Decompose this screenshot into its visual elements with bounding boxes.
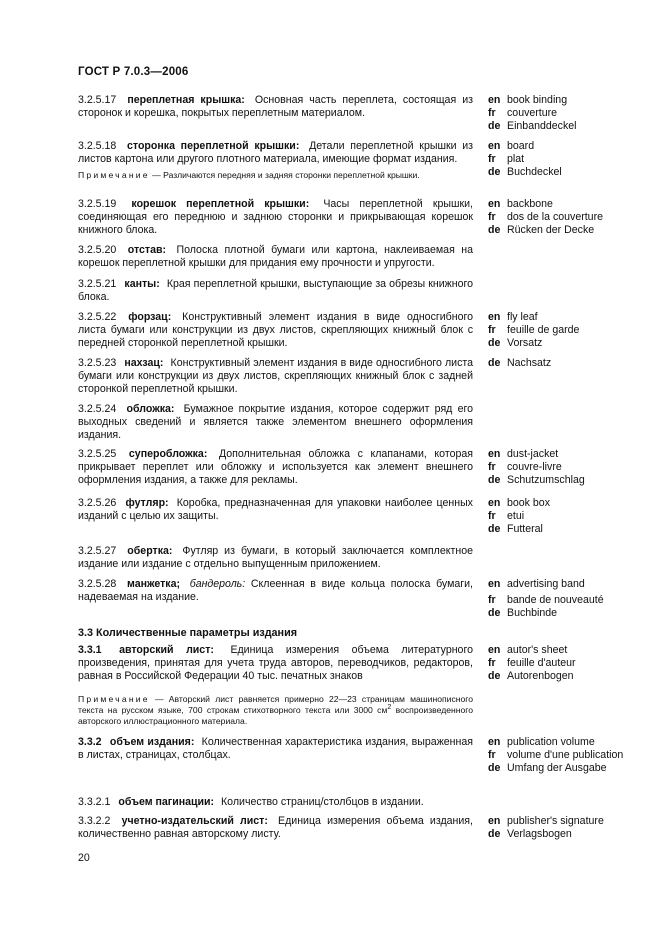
note-superscript: 2 bbox=[387, 704, 392, 712]
entry-term: переплетная крышка: bbox=[127, 94, 245, 106]
translation-row bbox=[488, 357, 628, 370]
translation-row bbox=[488, 311, 628, 324]
translation-term: publisher's signature bbox=[507, 815, 604, 827]
translation-term: fly leaf bbox=[507, 311, 538, 323]
entry-number: 3.2.5.24 bbox=[78, 403, 117, 415]
lang-code: en bbox=[488, 815, 501, 827]
entry-definition: Количественная характеристика издания, выраженная в листах, страницах, столбцах. bbox=[78, 736, 473, 762]
entry-definition: Детали переплетной крышки из листов картона или другого плотного материала, имеющие формат издания. bbox=[78, 140, 473, 166]
lang-code: en bbox=[488, 644, 501, 656]
entry-term: манжетка; bbox=[127, 578, 181, 590]
note-label: Примечание bbox=[78, 170, 150, 180]
translation-row bbox=[488, 828, 628, 841]
entry-definition: Количество страниц/столбцов в издании. bbox=[221, 796, 424, 808]
translation-term: board bbox=[507, 140, 535, 152]
entry-definition: Единица измерения объема издания, количественно равная авторскому листу. bbox=[78, 815, 473, 841]
translation-term: book binding bbox=[507, 94, 568, 106]
translation-row bbox=[488, 324, 628, 337]
translation-row bbox=[488, 749, 628, 762]
lang-code: en bbox=[488, 140, 501, 152]
note-text-continued: воспроизведенного авторского иллюстрационного материала. bbox=[78, 705, 473, 726]
entry-term: форзац: bbox=[128, 311, 172, 323]
translation-block bbox=[488, 736, 628, 776]
entry-number: 3.2.5.22 bbox=[78, 311, 117, 323]
term-entry bbox=[78, 644, 473, 684]
lang-code: fr bbox=[488, 211, 496, 224]
lang-code: en bbox=[488, 578, 501, 590]
entry-definition: Края переплетной крышки, выступающие за обрезы книжного блока. bbox=[78, 278, 473, 304]
translation-row bbox=[488, 510, 628, 523]
entry-number: 3.2.5.21 bbox=[78, 278, 117, 290]
translation-term: autor's sheet bbox=[507, 644, 568, 656]
lang-code: fr bbox=[488, 657, 496, 670]
translation-term: feuille d'auteur bbox=[507, 657, 576, 670]
entry-definition: Единица измерения объема литературного произведения, принятая для учета труда авторов, переводчиков, редакторов, равная в Российской Федерации 40 тыс. печатных знаков bbox=[78, 644, 473, 683]
translation-term: Verlagsbogen bbox=[507, 828, 572, 841]
translation-row bbox=[488, 140, 628, 153]
lang-code: de bbox=[488, 762, 501, 775]
translation-term: Nachsatz bbox=[507, 357, 552, 369]
translation-row bbox=[488, 607, 628, 620]
translation-row bbox=[488, 211, 628, 224]
lang-code: de bbox=[488, 120, 501, 133]
translation-term: dos de la couverture bbox=[507, 211, 603, 224]
term-entry bbox=[78, 545, 473, 571]
lang-code: de bbox=[488, 670, 501, 683]
entry-number: 3.3.2.2 bbox=[78, 815, 111, 827]
entry-number: 3.2.5.18 bbox=[78, 140, 117, 152]
entry-definition: Основная часть переплета, состоящая из сторонок и корешка, покрытых переплетным материалом. bbox=[78, 94, 473, 120]
entry-number: 3.3.1 bbox=[78, 644, 102, 656]
translation-row bbox=[488, 523, 628, 536]
term-entry bbox=[78, 497, 473, 523]
lang-code: fr bbox=[488, 594, 496, 607]
translation-term: bande de nouveauté bbox=[507, 594, 604, 607]
term-entry bbox=[78, 448, 473, 488]
lang-code: en bbox=[488, 94, 501, 106]
term-entry bbox=[78, 244, 473, 270]
translation-term: Umfang der Ausgabe bbox=[507, 762, 607, 775]
translation-row bbox=[488, 474, 628, 487]
translation-term: publication volume bbox=[507, 736, 595, 748]
lang-code: fr bbox=[488, 749, 496, 762]
lang-code: fr bbox=[488, 461, 496, 474]
lang-code: de bbox=[488, 337, 501, 350]
translation-block bbox=[488, 357, 628, 370]
translation-term: volume d'une publication bbox=[507, 749, 624, 762]
entry-term: корешок переплетной крышки: bbox=[131, 198, 310, 210]
entry-term: объем пагинации: bbox=[118, 796, 215, 808]
translation-block bbox=[488, 815, 628, 841]
lang-code: de bbox=[488, 224, 501, 237]
translation-term: Buchbinde bbox=[507, 607, 558, 620]
entry-term: учетно-издательский лист: bbox=[121, 815, 268, 827]
translation-row bbox=[488, 578, 628, 591]
lang-code: de bbox=[488, 523, 501, 536]
translation-row bbox=[488, 657, 628, 670]
translation-term: etui bbox=[507, 510, 525, 523]
translation-block bbox=[488, 578, 628, 621]
lang-code: fr bbox=[488, 107, 496, 120]
entry-term: обертка: bbox=[127, 545, 173, 557]
entry-number: 3.2.5.27 bbox=[78, 545, 117, 557]
translation-term: book box bbox=[507, 497, 550, 509]
translation-term: Schutzumschlag bbox=[507, 474, 585, 487]
translation-row bbox=[488, 461, 628, 474]
entry-number: 3.3.2.1 bbox=[78, 796, 111, 808]
translation-block bbox=[488, 311, 628, 351]
lang-code: fr bbox=[488, 324, 496, 337]
translation-row bbox=[488, 644, 628, 657]
translation-row bbox=[488, 94, 628, 107]
entry-definition: Бумажное покрытие издания, которое содержит ряд его выходных сведений и является также элементом внешнего оформления издания. bbox=[78, 403, 473, 442]
entry-number: 3.2.5.23 bbox=[78, 357, 117, 369]
translation-block bbox=[488, 644, 628, 684]
translation-row bbox=[488, 120, 628, 133]
translation-row bbox=[488, 166, 628, 179]
entry-definition: Склеенная в виде кольца полоска бумаги, надеваемая на издание. bbox=[78, 578, 473, 604]
translation-term: Autorenbogen bbox=[507, 670, 574, 683]
lang-code: en bbox=[488, 198, 501, 210]
term-entry bbox=[78, 815, 473, 841]
entry-term: отстав: bbox=[127, 244, 167, 256]
translation-block bbox=[488, 94, 628, 134]
lang-code: de bbox=[488, 474, 501, 487]
page-number: 20 bbox=[78, 852, 90, 864]
note bbox=[78, 170, 473, 181]
section-title: 3.3 Количественные параметры издания bbox=[78, 627, 298, 639]
entry-term: обложка: bbox=[126, 403, 175, 415]
term-entry bbox=[78, 198, 473, 238]
term-entry bbox=[78, 311, 473, 351]
entry-term-alt: бандероль: bbox=[189, 578, 246, 590]
translation-term: plat bbox=[507, 153, 525, 166]
entry-term: сторонка переплетной крышки: bbox=[127, 140, 300, 152]
translation-block bbox=[488, 198, 628, 238]
term-entry bbox=[78, 403, 473, 443]
term-entry bbox=[78, 796, 473, 809]
translation-row bbox=[488, 224, 628, 237]
translation-term: couverture bbox=[507, 107, 558, 120]
translation-row bbox=[488, 337, 628, 350]
entry-definition: Часы переплетной крышки, соединяющая его переднюю и заднюю сторонки и прикрывающая корешок книжного блока. bbox=[78, 198, 473, 237]
translation-row bbox=[488, 815, 628, 828]
translation-term: Rücken der Decke bbox=[507, 224, 595, 237]
entry-term: канты: bbox=[124, 278, 160, 290]
note-text: — Различаются передняя и задняя сторонки переплетной крышки. bbox=[152, 170, 420, 180]
lang-code: fr bbox=[488, 510, 496, 523]
entry-definition: Футляр из бумаги, в который заключается комплектное издание или издание с отдельно выпущенным приложением. bbox=[78, 545, 473, 571]
translation-block bbox=[488, 497, 628, 537]
translation-term: backbone bbox=[507, 198, 553, 210]
translation-term: couvre-livre bbox=[507, 461, 562, 474]
entry-definition: Коробка, предназначенная для упаковки наиболее ценных изданий с целью их защиты. bbox=[78, 497, 473, 523]
lang-code: en bbox=[488, 311, 501, 323]
translation-row bbox=[488, 448, 628, 461]
translation-row bbox=[488, 497, 628, 510]
translation-term: Buchdeckel bbox=[507, 166, 562, 179]
lang-code: fr bbox=[488, 153, 496, 166]
entry-number: 3.3.2 bbox=[78, 736, 102, 748]
term-entry bbox=[78, 140, 473, 166]
translation-term: advertising band bbox=[507, 578, 585, 590]
translation-row bbox=[488, 594, 628, 607]
translation-term: dust-jacket bbox=[507, 448, 559, 460]
lang-code: en bbox=[488, 736, 501, 748]
entry-definition: Конструктивный элемент издания в виде односгибного листа бумаги или конструкции из двух листов, скрепляющих книжный блок с передней сторонкой переплетной крышки. bbox=[78, 311, 473, 350]
entry-number: 3.2.5.25 bbox=[78, 448, 117, 460]
translation-row bbox=[488, 153, 628, 166]
entry-number: 3.2.5.17 bbox=[78, 94, 117, 106]
translation-row bbox=[488, 736, 628, 749]
entry-number: 3.2.5.28 bbox=[78, 578, 117, 590]
note bbox=[78, 694, 473, 727]
entry-term: авторский лист: bbox=[119, 644, 214, 656]
note-text: — Авторский лист равняется примерно 22—23 страницам машинописного текста на русском языке, 700 строкам стихотворного текста или 3000 см bbox=[78, 694, 473, 715]
lang-code: en bbox=[488, 448, 501, 460]
entry-number: 3.2.5.20 bbox=[78, 244, 117, 256]
translation-term: Einbanddeckel bbox=[507, 120, 577, 133]
entry-term: нахзац: bbox=[124, 357, 164, 369]
translation-block bbox=[488, 448, 628, 488]
note-label: Примечание bbox=[78, 694, 150, 704]
translation-row bbox=[488, 107, 628, 120]
page-header: ГОСТ Р 7.0.3—2006 bbox=[78, 66, 189, 78]
lang-code: de bbox=[488, 166, 501, 179]
entry-definition: Дополнительная обложка с клапанами, которая прикрывает переплет или обложку и используется как элемент внешнего оформления издания, а также для рекламы. bbox=[78, 448, 473, 487]
entry-term: суперобложка: bbox=[128, 448, 208, 460]
entry-term: объем издания: bbox=[109, 736, 195, 748]
term-entry bbox=[78, 94, 473, 120]
translation-block bbox=[488, 140, 628, 180]
lang-code: en bbox=[488, 497, 501, 509]
lang-code: de bbox=[488, 828, 501, 841]
term-entry bbox=[78, 357, 473, 397]
entry-number: 3.2.5.19 bbox=[78, 198, 117, 210]
term-entry bbox=[78, 278, 473, 304]
translation-term: Vorsatz bbox=[507, 337, 543, 350]
translation-term: Futteral bbox=[507, 523, 543, 536]
translation-row bbox=[488, 762, 628, 775]
term-entry bbox=[78, 578, 473, 604]
entry-definition: Полоска плотной бумаги или картона, наклеиваемая на корешок переплетной крышки для придания ему прочности и упругости. bbox=[78, 244, 473, 270]
translation-row bbox=[488, 198, 628, 211]
entry-term: футляр: bbox=[125, 497, 169, 509]
lang-code: de bbox=[488, 607, 501, 620]
term-entry bbox=[78, 736, 473, 762]
entry-definition: Конструктивный элемент издания в виде односгибного листа бумаги или конструкции из двух листов, скрепляющих книжный блок с задней сторонкой переплетной крышки. bbox=[78, 357, 474, 396]
translation-row bbox=[488, 670, 628, 683]
entry-number: 3.2.5.26 bbox=[78, 497, 117, 509]
lang-code: de bbox=[488, 357, 501, 369]
translation-term: feuille de garde bbox=[507, 324, 580, 337]
